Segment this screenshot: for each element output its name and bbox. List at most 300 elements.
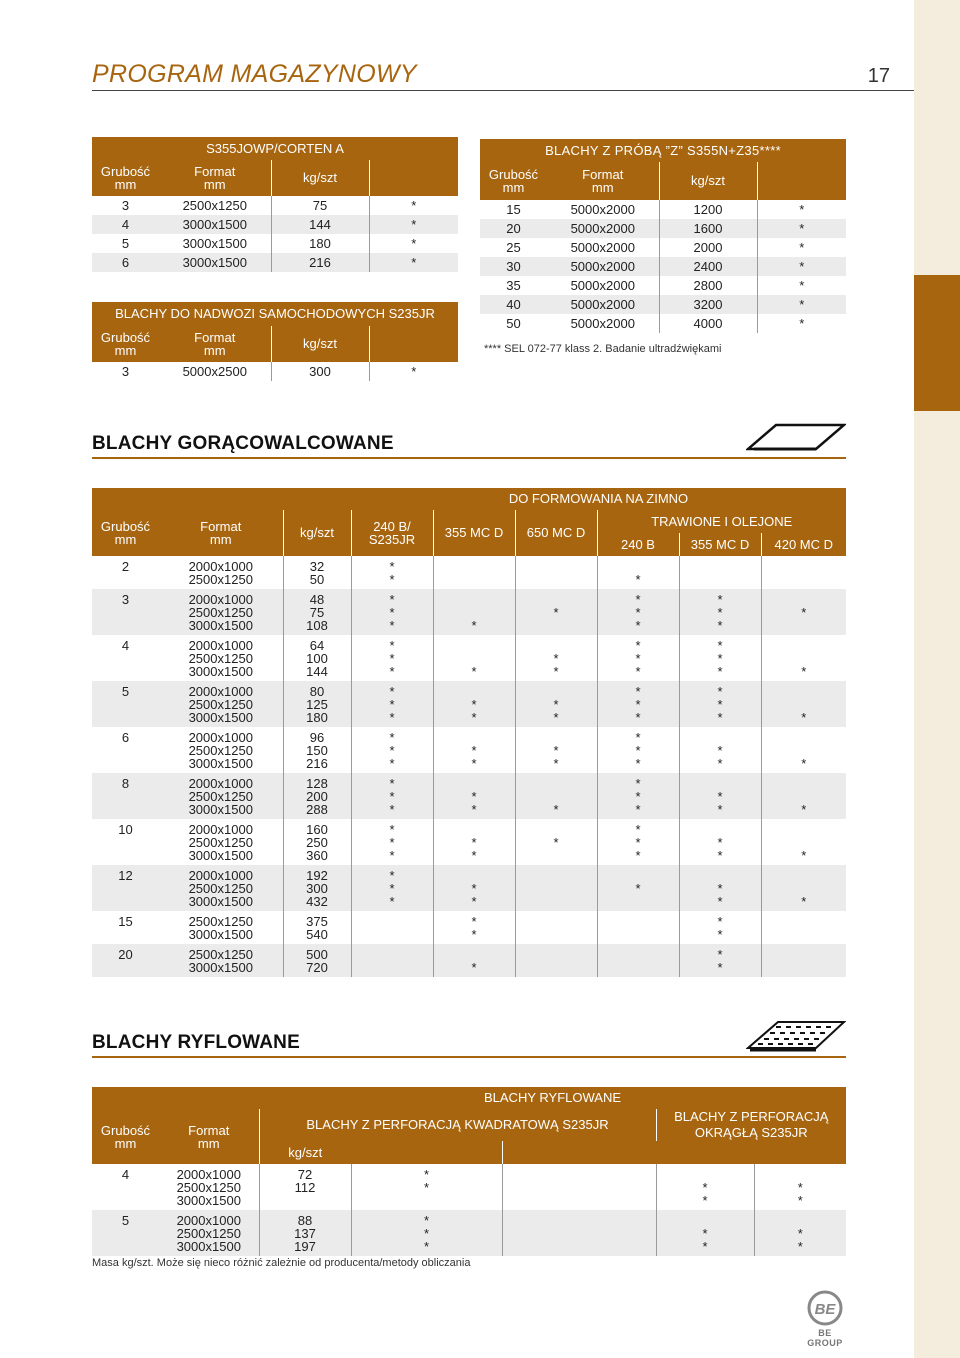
cell-line: * bbox=[635, 710, 641, 725]
cell-line: * bbox=[389, 559, 395, 574]
cell-line: 80 bbox=[309, 684, 325, 699]
cell-line: 2500x1250 bbox=[188, 914, 253, 929]
cell-line bbox=[503, 1240, 656, 1253]
cell-line: 75 bbox=[309, 605, 325, 620]
formats-cell bbox=[159, 911, 283, 944]
cell-line: 108 bbox=[306, 618, 328, 633]
c3-cell bbox=[515, 681, 597, 727]
cell-line: * bbox=[702, 1239, 708, 1254]
proba-note: **** SEL 072-77 klass 2. Badanie ultradźwiękami bbox=[484, 343, 722, 355]
cell-line: * bbox=[553, 802, 559, 817]
cell-line bbox=[598, 928, 679, 941]
kg-cell bbox=[283, 944, 351, 977]
c1-cell bbox=[351, 681, 433, 727]
table-cell: 20 bbox=[480, 219, 547, 238]
cell-line: * bbox=[553, 756, 559, 771]
cell-line: 360 bbox=[306, 848, 328, 863]
cell-line: * bbox=[717, 684, 723, 699]
cell-line: 32 bbox=[309, 559, 325, 574]
table-cell: 4000 bbox=[659, 314, 757, 333]
cell-line: * bbox=[797, 1239, 803, 1254]
col-format: Format mm bbox=[159, 510, 283, 556]
formats-cell bbox=[159, 865, 283, 911]
table-row bbox=[92, 819, 846, 865]
cell-line: 3000x1500 bbox=[188, 960, 253, 975]
c5-cell bbox=[679, 944, 761, 977]
nadwozi-title: BLACHY DO NADWOZI SAMOCHODOWYCH S235JR bbox=[92, 302, 458, 326]
cell-line: * bbox=[471, 710, 477, 725]
table-row bbox=[480, 314, 846, 333]
cell-line: * bbox=[471, 802, 477, 817]
side-strip bbox=[914, 0, 960, 1358]
cell-line: 88 bbox=[297, 1213, 313, 1228]
c1-cell bbox=[351, 1210, 502, 1256]
table-cell: 3000x1500 bbox=[159, 253, 271, 272]
cell-line: 720 bbox=[306, 960, 328, 975]
page-title: PROGRAM MAGAZYNOWY bbox=[92, 60, 417, 88]
c2-cell bbox=[433, 681, 515, 727]
c5-cell bbox=[679, 589, 761, 635]
cell-line bbox=[516, 849, 597, 862]
cell-line: 50 bbox=[309, 572, 325, 587]
logo-text: BE GROUP bbox=[807, 1328, 843, 1348]
thickness-cell: 6 bbox=[121, 730, 130, 745]
c1-cell bbox=[351, 589, 433, 635]
kg-cell bbox=[283, 819, 351, 865]
kg-cell bbox=[283, 589, 351, 635]
c5-cell bbox=[679, 635, 761, 681]
cell-line: 3000x1500 bbox=[188, 894, 253, 909]
cell-line: * bbox=[471, 914, 477, 929]
corten-title: S355JOWP/CORTEN A bbox=[92, 137, 458, 160]
col-format: Format mm bbox=[159, 326, 271, 362]
c1-cell bbox=[351, 819, 433, 865]
cell-line bbox=[516, 928, 597, 941]
kg-cell bbox=[283, 556, 351, 589]
col-trawione-355: 355 MC D bbox=[679, 533, 761, 556]
table-row bbox=[92, 196, 458, 215]
col-trawione-240b: 240 B bbox=[597, 533, 679, 556]
table-cell: 25 bbox=[506, 240, 521, 255]
cell-line bbox=[762, 573, 847, 586]
cell-line: * bbox=[423, 1180, 430, 1195]
section-rule-goraco bbox=[92, 457, 846, 459]
cell-line: * bbox=[717, 894, 723, 909]
cell-line: 144 bbox=[306, 664, 328, 679]
c1-cell bbox=[351, 635, 433, 681]
cell-line: * bbox=[471, 789, 477, 804]
cell-line: 128 bbox=[306, 776, 328, 791]
c2-cell bbox=[433, 556, 515, 589]
table-cell: 5000x2000 bbox=[570, 278, 635, 293]
cell-line: * bbox=[471, 618, 477, 633]
c6-cell bbox=[761, 635, 846, 681]
cell-line: 2500x1250 bbox=[188, 835, 253, 850]
cell-line: * bbox=[389, 822, 395, 837]
table-cell: 5000x2000 bbox=[547, 219, 659, 238]
trawione-title: TRAWIONE I OLEJONE bbox=[597, 510, 846, 533]
cell-line: 2000x1000 bbox=[188, 559, 253, 574]
cell-line: * bbox=[717, 927, 723, 942]
thickness-cell: 4 bbox=[121, 1167, 130, 1182]
cell-line: 2000x1000 bbox=[188, 684, 253, 699]
col-kg: kg/szt bbox=[271, 326, 369, 362]
cell-line: * bbox=[702, 1193, 708, 1208]
cell-line: 2500x1250 bbox=[188, 947, 253, 962]
side-tab bbox=[914, 275, 960, 411]
cell-line: 2500x1250 bbox=[188, 743, 253, 758]
c5-cell bbox=[679, 773, 761, 819]
c3-cell bbox=[515, 911, 597, 944]
cell-line: * bbox=[389, 848, 395, 863]
cell-line: * bbox=[717, 664, 723, 679]
table-cell: 75 bbox=[271, 196, 369, 215]
cell-line: 2000x1000 bbox=[188, 730, 253, 745]
cell-line bbox=[598, 961, 679, 974]
cell-line: * bbox=[389, 638, 395, 653]
cell-line: * bbox=[423, 1213, 430, 1228]
c2-cell bbox=[433, 635, 515, 681]
table-cell: 4 bbox=[92, 215, 159, 234]
kg-cell bbox=[283, 681, 351, 727]
thickness-cell: 20 bbox=[92, 944, 159, 977]
table-cell: * bbox=[757, 219, 846, 238]
cell-line: 192 bbox=[306, 868, 328, 883]
cell-line: * bbox=[553, 697, 559, 712]
cell-line bbox=[352, 961, 433, 974]
cell-line: 150 bbox=[306, 743, 328, 758]
table-cell: 5000x2000 bbox=[570, 316, 635, 331]
table-row bbox=[92, 865, 846, 911]
c1-cell bbox=[351, 727, 433, 773]
cell-line bbox=[762, 619, 847, 632]
table-cell: * bbox=[369, 362, 458, 381]
c2-cell bbox=[433, 773, 515, 819]
thickness-cell: 2 bbox=[121, 559, 130, 574]
c6-cell bbox=[761, 865, 846, 911]
nadwozi-table bbox=[92, 302, 458, 381]
col-240b: 240 B/ S235JR bbox=[351, 510, 433, 556]
col-grubosc: Grubość mm bbox=[92, 510, 159, 556]
table-cell: 2500x1250 bbox=[182, 198, 247, 213]
cell-line: 3000x1500 bbox=[188, 664, 253, 679]
c2-cell bbox=[433, 911, 515, 944]
cell-line: 3000x1500 bbox=[188, 618, 253, 633]
c3-cell bbox=[515, 556, 597, 589]
cell-line bbox=[260, 1194, 351, 1207]
cell-line: * bbox=[389, 730, 395, 745]
cell-line: * bbox=[553, 743, 559, 758]
c1-cell bbox=[351, 944, 433, 977]
ryflowane-table bbox=[92, 1087, 846, 1256]
table-cell: 3 bbox=[121, 364, 130, 379]
c2-cell bbox=[502, 1210, 656, 1256]
table-cell: 3200 bbox=[659, 295, 757, 314]
cell-line: 2000x1000 bbox=[188, 592, 253, 607]
cell-line: * bbox=[389, 776, 395, 791]
cell-line: * bbox=[717, 960, 723, 975]
proba-title: BLACHY Z PRÓBĄ ”Z” S355N+Z35**** bbox=[480, 139, 846, 162]
cell-line: * bbox=[717, 914, 723, 929]
proba-table bbox=[480, 139, 846, 333]
c3-cell bbox=[515, 865, 597, 911]
cell-line: 96 bbox=[309, 730, 325, 745]
cell-line: 2500x1250 bbox=[188, 651, 253, 666]
cell-line: * bbox=[717, 710, 723, 725]
cell-line bbox=[352, 1194, 502, 1207]
section-title-goraco: BLACHY GORĄCOWALCOWANE bbox=[92, 433, 394, 454]
sub-okragla: BLACHY Z PERFORACJĄ OKRĄGŁĄ S235JR bbox=[656, 1109, 846, 1141]
table-row bbox=[92, 911, 846, 944]
table-cell: * bbox=[369, 234, 458, 253]
table-cell: 5000x2000 bbox=[547, 257, 659, 276]
table-row bbox=[92, 944, 846, 977]
ryfl-blank-head bbox=[92, 1087, 259, 1109]
goraco-blank-head bbox=[92, 488, 351, 510]
col-kwadrat-blank bbox=[351, 1141, 502, 1164]
cell-line: * bbox=[635, 651, 641, 666]
thickness-cell: 15 bbox=[118, 914, 133, 929]
cell-line: * bbox=[635, 697, 641, 712]
cell-line: * bbox=[717, 618, 723, 633]
cell-line: * bbox=[389, 881, 395, 896]
cell-line: 125 bbox=[306, 697, 328, 712]
cell-line: * bbox=[471, 756, 477, 771]
cell-line: * bbox=[635, 802, 641, 817]
table-cell: 5 bbox=[121, 236, 130, 251]
cell-line: 2000x1000 bbox=[188, 868, 253, 883]
cell-line: 2500x1250 bbox=[176, 1180, 241, 1195]
formats-cell bbox=[159, 635, 283, 681]
cell-line: 2500x1250 bbox=[188, 572, 253, 587]
cell-line: * bbox=[553, 651, 559, 666]
cell-line: * bbox=[423, 1226, 430, 1241]
c4-cell bbox=[597, 681, 679, 727]
cell-line: * bbox=[471, 743, 477, 758]
c4-cell bbox=[597, 635, 679, 681]
table-row bbox=[480, 200, 846, 219]
c5-cell bbox=[679, 681, 761, 727]
c4-cell bbox=[597, 727, 679, 773]
cell-line: * bbox=[471, 697, 477, 712]
cell-line: * bbox=[635, 881, 641, 896]
kg-cell bbox=[283, 911, 351, 944]
cell-line: * bbox=[797, 1180, 803, 1195]
table-row bbox=[92, 234, 458, 253]
cell-line: * bbox=[717, 756, 723, 771]
cell-line bbox=[680, 573, 761, 586]
col-grubosc: Grubość mm bbox=[92, 326, 159, 362]
table-cell: 2800 bbox=[659, 276, 757, 295]
table-cell: 40 bbox=[480, 295, 547, 314]
cell-line: * bbox=[423, 1167, 430, 1182]
cell-line: * bbox=[389, 664, 395, 679]
c2-cell bbox=[502, 1164, 656, 1210]
cell-line: * bbox=[717, 835, 723, 850]
cell-line: * bbox=[801, 664, 807, 679]
c6-cell bbox=[761, 589, 846, 635]
section-title-ryflowane: BLACHY RYFLOWANE bbox=[92, 1032, 300, 1053]
cell-line: 2000x1000 bbox=[188, 638, 253, 653]
table-row bbox=[480, 238, 846, 257]
cell-line: 2000x1000 bbox=[188, 822, 253, 837]
table-cell: 30 bbox=[480, 257, 547, 276]
c1-cell bbox=[351, 911, 433, 944]
col-650: 650 MC D bbox=[515, 510, 597, 556]
cell-line: 64 bbox=[309, 638, 325, 653]
col-kg-okragla bbox=[656, 1141, 846, 1164]
cell-line: * bbox=[635, 848, 641, 863]
c2-cell bbox=[433, 589, 515, 635]
cell-line: * bbox=[717, 881, 723, 896]
table-cell: 2400 bbox=[659, 257, 757, 276]
c6-cell bbox=[761, 773, 846, 819]
cell-line: 3000x1500 bbox=[176, 1193, 241, 1208]
cell-line: 500 bbox=[306, 947, 328, 962]
cell-line: 3000x1500 bbox=[188, 802, 253, 817]
thickness-cell: 3 bbox=[92, 589, 159, 635]
formats-cell bbox=[159, 556, 283, 589]
cell-line: 100 bbox=[306, 651, 328, 666]
cell-line bbox=[762, 961, 847, 974]
formats-cell bbox=[159, 727, 283, 773]
cell-line bbox=[434, 573, 515, 586]
cell-line: * bbox=[801, 756, 807, 771]
cell-line: * bbox=[702, 1180, 708, 1195]
table-row bbox=[92, 681, 846, 727]
cell-line: 300 bbox=[306, 881, 328, 896]
cell-line: 375 bbox=[306, 914, 328, 929]
c3-cell bbox=[515, 727, 597, 773]
cell-line: * bbox=[553, 664, 559, 679]
c4-cell bbox=[754, 1164, 846, 1210]
col-355: 355 MC D bbox=[433, 510, 515, 556]
cell-line: * bbox=[635, 835, 641, 850]
c1-cell bbox=[351, 556, 433, 589]
cell-line: * bbox=[389, 835, 395, 850]
cell-line: * bbox=[635, 605, 641, 620]
logo-mark: BE bbox=[814, 1301, 836, 1318]
goraco-table bbox=[92, 488, 846, 977]
cell-line: 2500x1250 bbox=[188, 881, 253, 896]
formats-cell bbox=[159, 681, 283, 727]
cell-line: * bbox=[389, 710, 395, 725]
cell-line: 197 bbox=[294, 1239, 316, 1254]
cell-line: * bbox=[801, 605, 807, 620]
formats-cell bbox=[159, 589, 283, 635]
cell-line: 112 bbox=[294, 1180, 316, 1195]
cell-line: * bbox=[635, 664, 641, 679]
cell-line: * bbox=[635, 572, 641, 587]
goraco-group-title: DO FORMOWANIA NA ZIMNO bbox=[351, 488, 846, 510]
c5-cell bbox=[679, 865, 761, 911]
table-cell: 5000x2000 bbox=[570, 240, 635, 255]
c4-cell bbox=[597, 944, 679, 977]
table-cell: 1200 bbox=[659, 200, 757, 219]
table-cell: 180 bbox=[271, 234, 369, 253]
kg-cell bbox=[259, 1210, 351, 1256]
c4-cell bbox=[597, 556, 679, 589]
c2-cell bbox=[433, 944, 515, 977]
c4-cell bbox=[754, 1210, 846, 1256]
kg-cell bbox=[283, 727, 351, 773]
cell-line: * bbox=[635, 822, 641, 837]
cell-line: * bbox=[553, 605, 559, 620]
table-row bbox=[92, 1164, 846, 1210]
c6-cell bbox=[761, 727, 846, 773]
cell-line: 2500x1250 bbox=[188, 789, 253, 804]
cell-line: * bbox=[389, 684, 395, 699]
c3-cell bbox=[515, 773, 597, 819]
cell-line: * bbox=[389, 605, 395, 620]
c3-cell bbox=[515, 944, 597, 977]
cell-line: 432 bbox=[306, 894, 328, 909]
col-okragla-blank bbox=[502, 1141, 656, 1164]
table-row bbox=[92, 635, 846, 681]
cell-line: 3000x1500 bbox=[188, 848, 253, 863]
c2-cell bbox=[433, 819, 515, 865]
cell-line bbox=[503, 1194, 656, 1207]
table-cell: 216 bbox=[271, 253, 369, 272]
cell-line: * bbox=[635, 618, 641, 633]
cell-line: 200 bbox=[306, 789, 328, 804]
table-cell: * bbox=[757, 238, 846, 257]
col-mark bbox=[369, 160, 458, 196]
col-mark bbox=[369, 326, 458, 362]
cell-line: 2000x1000 bbox=[176, 1213, 241, 1228]
col-trawione-420: 420 MC D bbox=[761, 533, 846, 556]
col-grubosc: Grubość mm bbox=[92, 1109, 159, 1164]
thickness-cell: 4 bbox=[121, 638, 130, 653]
formats-cell bbox=[159, 819, 283, 865]
table-cell: 5000x2000 bbox=[570, 202, 635, 217]
table-row bbox=[480, 295, 846, 314]
cell-line: * bbox=[717, 789, 723, 804]
c6-cell bbox=[761, 911, 846, 944]
cell-line: 250 bbox=[306, 835, 328, 850]
cell-line: * bbox=[423, 1239, 430, 1254]
table-row bbox=[92, 727, 846, 773]
table-cell: 3000x1500 bbox=[182, 236, 247, 251]
cell-line: 160 bbox=[306, 822, 328, 837]
table-cell: 50 bbox=[506, 316, 521, 331]
plate-icon bbox=[746, 422, 846, 452]
cell-line: * bbox=[635, 743, 641, 758]
table-cell: * bbox=[757, 314, 846, 333]
c6-cell bbox=[761, 944, 846, 977]
formats-cell bbox=[159, 944, 283, 977]
table-cell: 35 bbox=[506, 278, 521, 293]
cell-line: * bbox=[717, 592, 723, 607]
table-row bbox=[92, 362, 458, 381]
c5-cell bbox=[679, 819, 761, 865]
cell-line: * bbox=[471, 894, 477, 909]
table-cell: 5000x2000 bbox=[547, 295, 659, 314]
table-cell: 144 bbox=[271, 215, 369, 234]
cell-line: * bbox=[635, 684, 641, 699]
table-cell: 5000x2500 bbox=[182, 364, 247, 379]
cell-line bbox=[516, 619, 597, 632]
cell-line: 72 bbox=[297, 1167, 313, 1182]
col-format: Format mm bbox=[547, 162, 659, 200]
c4-cell bbox=[597, 865, 679, 911]
col-kg: kg/szt bbox=[659, 162, 757, 200]
table-row bbox=[92, 589, 846, 635]
corten-table bbox=[92, 137, 458, 272]
cell-line: * bbox=[471, 835, 477, 850]
col-format: Format mm bbox=[159, 1109, 259, 1164]
cell-line: * bbox=[801, 802, 807, 817]
